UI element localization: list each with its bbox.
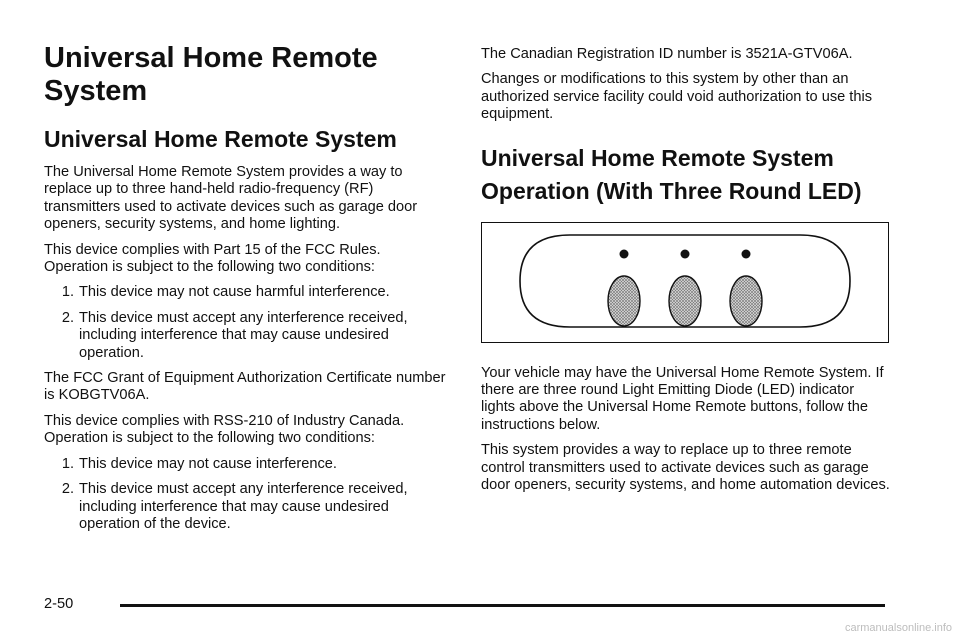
- section-title-overview: Universal Home Remote System: [44, 126, 397, 152]
- footer-rule: [120, 604, 885, 607]
- list-number: 2.: [61, 309, 74, 326]
- list-text: This device must accept any interference received, including interference that may cause undesired operation of the device.: [79, 481, 408, 532]
- right-column: [481, 46, 891, 502]
- list-text: This device may not cause harmful interference.: [79, 284, 390, 301]
- list-item: [44, 284, 448, 301]
- system-paragraph: This system provides a way to replace up to three remote control transmitters used to activate devices such as garage door openers, security systems, and home automation devices.: [481, 442, 890, 494]
- list-number: 1.: [61, 455, 74, 472]
- led-indicator-1: [620, 249, 629, 258]
- vehicle-paragraph: Your vehicle may have the Universal Home Remote System. If there are three round Light Emitting Diode (LED) indicator lights above the Universal Home Remote buttons, follow the instructions below.: [481, 364, 884, 433]
- remote-buttons-illustration: [482, 223, 887, 341]
- led-indicator-2: [681, 249, 690, 258]
- list-item: [44, 481, 448, 533]
- canadian-id-paragraph: The Canadian Registration ID number is 3521A-GTV06A.: [481, 46, 853, 62]
- list-item: [44, 310, 448, 362]
- watermark: carmanualsonline.info: [844, 622, 952, 634]
- changes-paragraph: Changes or modifications to this system by other than an authorized service facility could void authorization to use this equipment.: [481, 71, 872, 123]
- section-title-operation: Universal Home Remote System Operation (With Three Round LED): [481, 144, 862, 204]
- remote-buttons-figure: [481, 222, 889, 343]
- canada-paragraph: This device complies with RSS-210 of Industry Canada. Operation is subject to the following two conditions:: [44, 412, 405, 447]
- list-number: 2.: [61, 481, 74, 498]
- list-number: 1.: [61, 284, 74, 301]
- intro-paragraph: The Universal Home Remote System provides a way to replace up to three hand-held radio-frequency (RF) transmitters used to activate devices such as garage door openers, security systems, and home lighting.: [44, 164, 418, 233]
- remote-button-2: [669, 276, 701, 326]
- list-item: [44, 456, 448, 473]
- remote-button-3: [730, 276, 762, 326]
- fcc-conditions-list: [44, 284, 448, 362]
- left-column: [44, 42, 448, 541]
- fcc-paragraph: This device complies with Part 15 of the FCC Rules. Operation is subject to the following two conditions:: [44, 241, 381, 276]
- list-text: This device may not cause interference.: [79, 455, 337, 472]
- page-title: Universal Home Remote System: [44, 42, 378, 107]
- fcc-grant-paragraph: The FCC Grant of Equipment Authorization Certificate number is KOBGTV06A.: [44, 370, 446, 404]
- remote-button-1: [608, 276, 640, 326]
- led-indicator-3: [742, 249, 751, 258]
- canada-conditions-list: [44, 456, 448, 534]
- list-text: This device must accept any interference received, including interference that may cause undesired operation.: [79, 309, 408, 361]
- page-number: 2-50: [44, 596, 74, 612]
